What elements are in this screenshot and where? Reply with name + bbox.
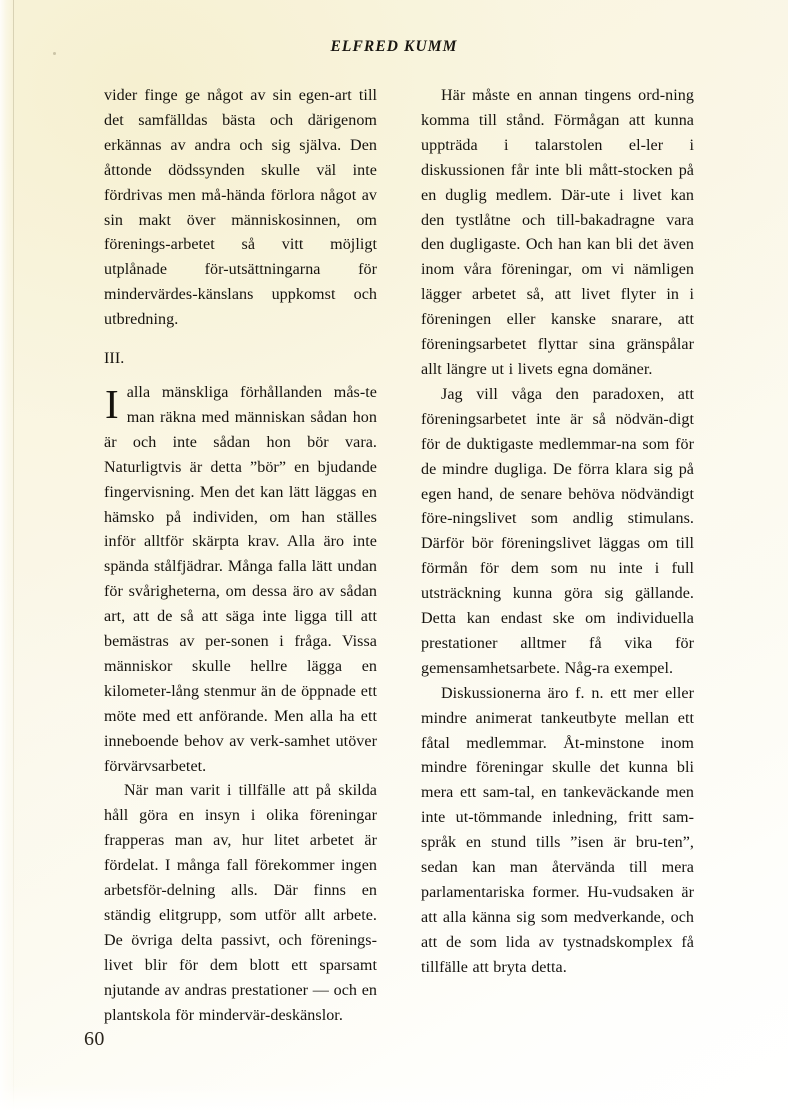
drop-cap-letter: I <box>105 380 119 427</box>
page-bottom-shading <box>0 1084 788 1110</box>
paragraph-jag-vill: Jag vill våga den paradoxen, att föreningsarbetet inte är så nödvän-digt för de duktigaste medlemmar-na som för de mindre dugliga. De förra klara sig på egen hand, de senare behöva nödvändigt före-ningslivet som andlig stimulans. Därför bör föreningslivet läggas om till förmån för dem som nu inte i full utsträckning kunna göra sig gällande. Detta kan endast ske om individuella prestationer alltmer få vika för gemensamhetsarbete. Någ-ra exempel. <box>421 385 694 677</box>
paragraph-har-maste: Här måste en annan tingens ord-ning komma till stånd. Förmågan att kunna uppträda i talarstolen el-ler i diskussionen får inte bli mått-stocken på en duglig medlem. Där-ute i livet kan den tystlåtne och till-bakadragne vara den dugligaste. Och han kan bli det även inom våra föreningar, om vi nämligen lägger arbetet så, att livet flyter in i föreningen eller kanske snarare, att föreningsarbetet flyttar sina gränspålar allt längre ut i livets egna domäner. <box>421 87 694 378</box>
section-heading-iii: III. <box>104 350 125 368</box>
page-left-edge-shading <box>0 0 14 1110</box>
page-number: 60 <box>84 1028 105 1050</box>
paragraph-diskussionerna: Diskussionerna äro f. n. ett mer eller mindre animerat tankeutbyte mellan ett fåtal medlemmar. Åt-minstone inom mindre föreningar skulle det kunna bli mera ett sam-tal, en tankeväckande men inte ut-tömmande inledning, fritt sam-språk en stund tills ”isen är bru-ten”, sedan kan man återvända till mera parlamentariska former. Hu-vudsaken är att alla känna sig som medverkande, och att de som lida av tystnadskomplex få tillfälle att bryta detta. <box>421 684 694 976</box>
running-head: ELFRED KUMM <box>330 38 458 55</box>
paragraph-nar-man: När man varit i tillfälle att på skilda håll göra en insyn i olika föreningar frapperas man av, hur litet arbetet är fördelat. I många fall förekommer ingen arbetsför-delning alls. Där finns en ständig elitgrupp, som utför allt arbete. De övriga delta passivt, och förenings-livet blir för dem blott ett sparsamt njutande av andras prestationer — och en plantskola för mindervär-deskänslor. <box>104 782 377 1024</box>
right-column <box>421 84 694 981</box>
two-column-body <box>104 84 694 1029</box>
paragraph-continued: vider finge ge något av sin egen-art till det samfälldas bästa och därigenom erkännas av andra och sig själva. Den åttonde dödssynden skulle väl inte fördrivas men må-hända förlora något av sin makt över människosinnen, om förenings-arbetet så vitt möjligt utplånade för-utsättningarna för mindervärdes-känslans uppkomst och utbredning. <box>104 87 377 329</box>
paragraph-dropcap <box>104 381 377 780</box>
left-column <box>104 84 377 1029</box>
paragraph-dropcap-text: alla mänskliga förhållanden mås-te man räkna med människan sådan hon är och inte sådan hon bör vara. Naturligtvis är detta ”bör” en bjudande fingervisning. Men det kan lätt läggas en hämsko på individen, om han ställes inför alltför skärpta krav. Alla äro inte spända stålfjädrar. Många falla lätt undan för svårigheterna, om dessa äro av sådan art, att de så att säga inte ligga till att bemästras av per-sonen i fråga. Vissa människor skulle hellre lägga en kilometer-lång stenmur än de öppnade ett möte med ett anförande. Men alla ha ett inneboende behov av verk-samhet utöver förvärvsarbetet. <box>104 383 377 775</box>
page-gutter-line <box>13 0 14 1110</box>
